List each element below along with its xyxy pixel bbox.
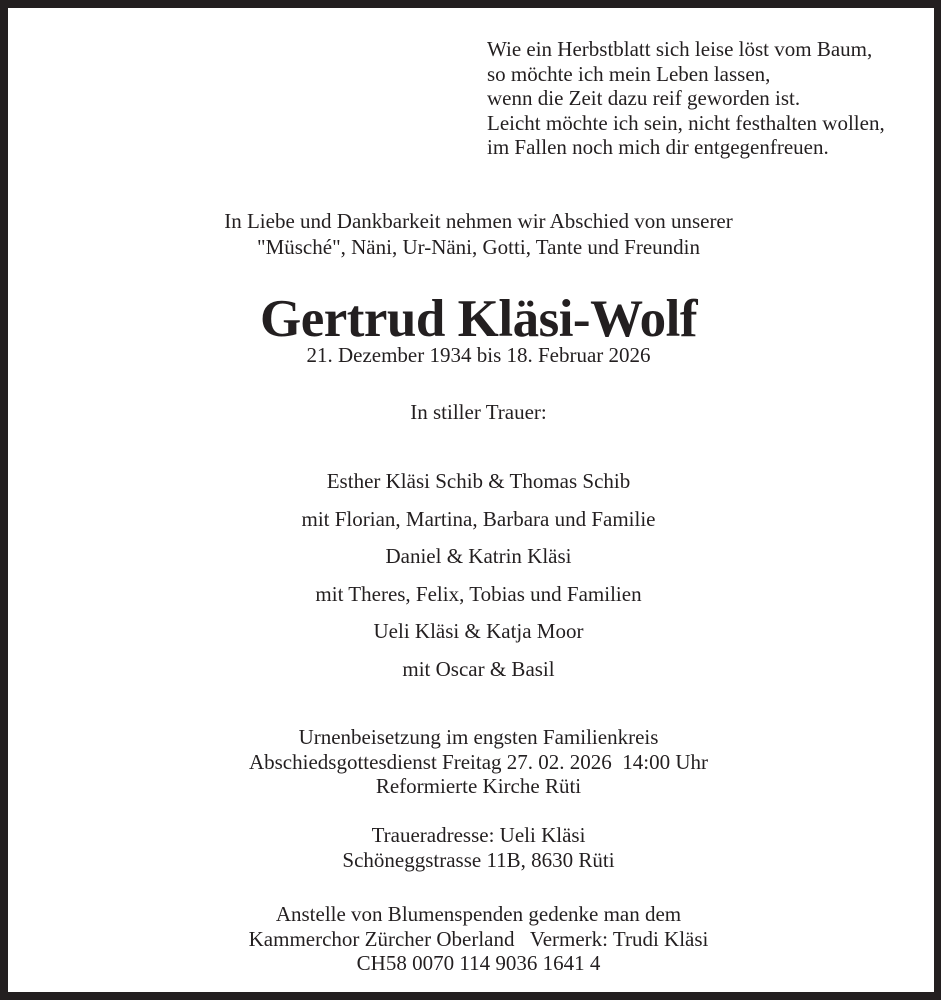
donation-line: Kammerchor Zürcher Oberland Vermerk: Trudi Kläsi xyxy=(248,926,709,951)
ceremony-line: Abschiedsgottesdienst Freitag 27. 02. 2026 14:00 Uhr xyxy=(248,749,709,774)
poem-line: Leicht möchte ich sein, nicht festhalten wollen, xyxy=(487,110,885,135)
deceased-name: Gertrud Kläsi-Wolf xyxy=(259,290,698,348)
address-line: Schöneggstrasse 11B, 8630 Rüti xyxy=(342,847,615,872)
mourners-list xyxy=(8,466,941,692)
poem-line: im Fallen noch mich dir entgegenfreuen. xyxy=(487,135,829,159)
poem-line: wenn die Zeit dazu reif geworden ist. xyxy=(487,86,801,110)
donation-info xyxy=(8,902,941,976)
mourner-row: mit Theres, Felix, Tobias und Familien xyxy=(315,581,642,606)
intro-text xyxy=(8,208,941,260)
intro-line: In Liebe und Dankbarkeit nehmen wir Abschied von unserer xyxy=(224,209,733,233)
poem-line: so möchte ich mein Leben lassen, xyxy=(487,61,771,86)
mourner-row: Daniel & Katrin Kläsi xyxy=(385,544,572,569)
mourner-row: Esther Kläsi Schib & Thomas Schib xyxy=(326,469,631,493)
poem-line: Wie ein Herbstblatt sich leise löst vom Baum, xyxy=(487,37,873,61)
life-dates: 21. Dezember 1934 bis 18. Februar 2026 xyxy=(306,343,651,367)
mourner-row: Ueli Kläsi & Katja Moor xyxy=(373,619,584,644)
poem xyxy=(487,37,885,160)
ceremony-line: Urnenbeisetzung im engsten Familienkreis xyxy=(298,725,659,749)
mourner-row: mit Oscar & Basil xyxy=(402,656,555,681)
intro-line: "Müsché", Näni, Ur-Näni, Gotti, Tante und Freundin xyxy=(257,235,700,259)
mourner-row: mit Florian, Martina, Barbara und Familie xyxy=(301,506,656,531)
ceremony-info xyxy=(8,725,941,799)
donation-line: Anstelle von Blumenspenden gedenke man dem xyxy=(275,902,682,926)
mourning-label: In stiller Trauer: xyxy=(410,400,547,424)
mourning-address xyxy=(8,823,941,872)
address-line: Traueradresse: Ueli Kläsi xyxy=(371,823,586,847)
ceremony-line: Reformierte Kirche Rüti xyxy=(375,774,582,798)
donation-line: CH58 0070 114 9036 1641 4 xyxy=(356,951,601,975)
